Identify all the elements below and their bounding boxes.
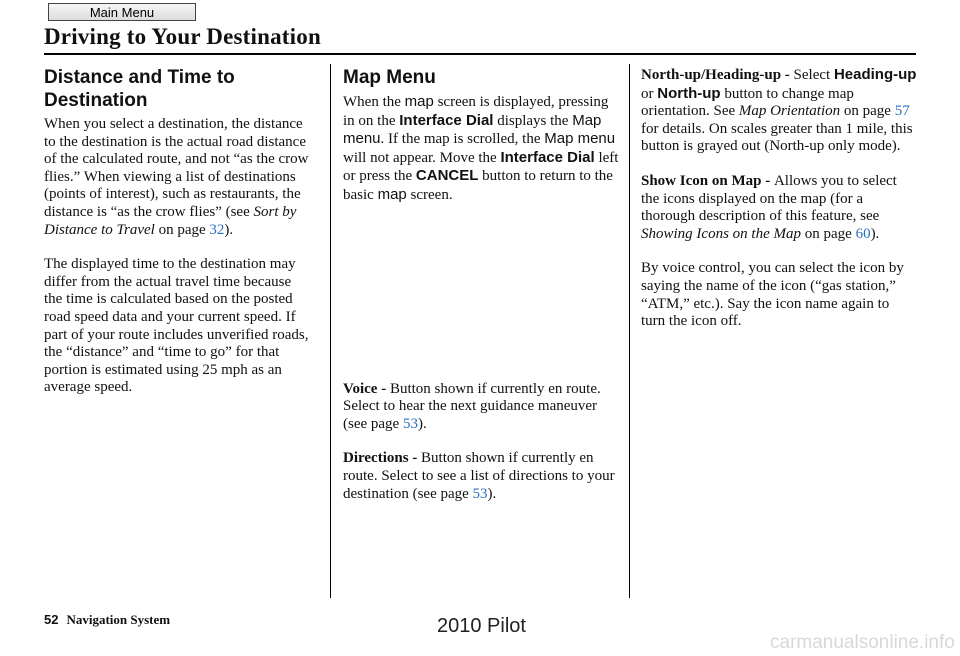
ref-map-orientation: Map Orientation [738, 103, 841, 120]
site-watermark: carmanualsonline.info [770, 632, 955, 653]
page-link-32[interactable]: 32 [209, 221, 225, 238]
keyword-north-up: North-up [657, 84, 721, 102]
paragraph-directions: Directions - Button shown if currently en route. Select to see a list of directions to your destination (see page 53). [343, 450, 615, 502]
keyword-heading-up: Heading-up [833, 66, 917, 83]
ref-sort-by-distance: Sort by Distance to Travel [44, 203, 297, 238]
column-map-menu [343, 66, 619, 520]
image-placeholder-gap [343, 222, 619, 381]
keyword-map-menu: Map menu [343, 111, 602, 148]
ref-showing-icons: Showing Icons on the Map [641, 225, 801, 242]
main-menu-button[interactable]: Main Menu [48, 3, 196, 21]
paragraph-distance: When you select a destination, the distance to the destination is the actual road distance of the calculated route, and not “as the crow flies.” When viewing a list of destinations (points of interest), such as restaurants, the distance is “as the crow flies” (see Sort by Distance to Travel on page 32). [44, 116, 309, 238]
keyword-interface-dial: Interface Dial [399, 111, 494, 129]
model-watermark: 2010 Pilot [437, 615, 526, 637]
column-map-options [641, 66, 917, 348]
title-divider [44, 53, 916, 55]
paragraph-map-menu: When the map screen is displayed, pressing in on the Interface Dial displays the Map menu. If the map is scrolled, the Map menu will not appear. Move the Interface Dial left or press the CANCEL button to return to the basic map screen. [343, 93, 619, 203]
keyword-map-2: map [377, 185, 407, 203]
section-heading-distance-time: Distance and Time to Destination [44, 67, 235, 111]
page-link-53[interactable]: 53 [402, 415, 418, 432]
column-distance-time [44, 66, 312, 414]
footer [44, 612, 170, 628]
column-divider-2 [629, 64, 630, 598]
page-number: 52 [44, 612, 59, 627]
section-heading-map-menu: Map Menu [343, 67, 436, 88]
keyword-interface-dial-2: Interface Dial [500, 148, 595, 166]
column-divider-1 [330, 64, 331, 598]
page-link-53-directions[interactable]: 53 [472, 485, 488, 502]
paragraph-show-icon: Show Icon on Map - Allows you to select the icons displayed on the map (for a thorough description of this feature, see Showing Icons on the Map on page 60). [641, 172, 897, 242]
page-title: Driving to Your Destination [44, 24, 321, 49]
footer-section: Navigation System [66, 612, 171, 627]
paragraph-time: The displayed time to the destination may differ from the actual travel time because the time is calculated based on the posted road speed data and your current speed. If part of your route includes unverified roads, the “distance” and “time to go” for that portion is estimated using 25 mph as an average speed. [44, 256, 309, 396]
keyword-map-menu-2: Map menu [544, 130, 616, 148]
paragraph-north-up: North-up/Heading-up - Select Heading-up or North-up button to change map orientation. See Map Orientation on page 57 for details. On scales greater than 1 mile, this button is grayed out (North-up only mode). [641, 66, 917, 155]
keyword-cancel: CANCEL [415, 167, 479, 185]
paragraph-voice-control: By voice control, you can select the icon by saying the name of the icon (“gas station,” “ATM,” etc.). Say the icon name again to turn the icon off. [641, 260, 904, 330]
keyword-map: map [404, 93, 434, 110]
page-link-57[interactable]: 57 [894, 103, 910, 120]
page-link-60[interactable]: 60 [855, 225, 871, 242]
paragraph-voice: Voice - Button shown if currently en route. Select to hear the next guidance maneuver (see page 53). [343, 380, 601, 432]
